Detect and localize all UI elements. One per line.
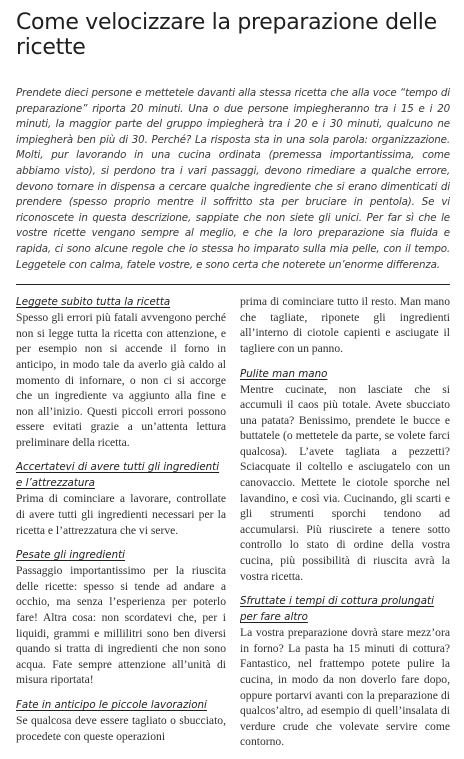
section-body: Mentre cucinate, non lasciate che si accumuli il caos più totale. Avete sbucciato una patata? Benissimo, prendete le bucce e buttatele (o mettetele da parte, se volete farci qualcosa). L’avete tagliata a pezzetti? Sciacquate il coltello e asciugatelo con un canovaccio. Mettete le ciotole sporche nel lavandino, e così via. Cucinando, gli scarti e gli strumenti sporchi tendono ad accumularsi. Più riuscirete a tenere sotto controllo lo stato di ordine della vostra cucina, più possibilità di riuscita avrà la vostra ricetta. <box>240 382 450 583</box>
section-prep-ahead <box>16 697 226 744</box>
section-body: prima di cominciare tutto il resto. Man mano che tagliate, riponete gli ingredienti all’interno di ciotole capienti e asciugate il tagliere con un panno. <box>240 295 450 355</box>
section-body: La vostra preparazione dovrà stare mezz’ora in forno? La pasta ha 15 minuti di cottura? Fantastico, nel frattempo potete pulire la cucina, in modo da non doverlo fare dopo, oppure portarvi avanti con la preparazione di qualcos’altro, ad esempio di quell’insalata di verdure crude che volevate servire come contorno. <box>240 626 450 749</box>
section-use-cooking-time <box>240 593 450 750</box>
section-title: Accertatevi di avere tutti gli ingredienti e l’attrezzatura <box>16 461 220 490</box>
page-title: Come velocizzare la preparazione delle ricette <box>16 10 437 60</box>
section-title: Pulite man mano <box>240 367 328 380</box>
right-column <box>240 294 450 759</box>
section-title: Pesate gli ingredienti <box>16 549 126 562</box>
section-check-ingredients <box>16 459 226 538</box>
section-body: Se qualcosa deve essere tagliato o sbucciato, procedete con queste operazioni <box>16 714 226 743</box>
intro-paragraph: Prendete dieci persone e mettetele davanti alla stessa ricetta che alla voce “tempo di preparazione” riporta 20 minuti. Una o due persone impiegheranno tra i 15 e i 20 minuti, la maggior parte del gruppo impiegherà tra i 20 e i 30 minuti, qualcuno ne impiegherà ben più di 30. Perché? La risposta sta in una sola parola: organizzazione. Molti, pur lavorando in una cucina ordinata (premessa importantissima, come abbiamo visto), si perdono tra i vari passaggi, devono rimediare a qualche errore, devono tornare in dispensa a cercare qualche ingrediente che si erano dimenticati di prendere (spesso proprio mentre il soffritto sta per bruciare in pentola). Se vi riconoscete in questa descrizione, sappiate che non siete gli unici. Per far sì che le vostre ricette vengano sempre al meglio, e che la loro preparazione sia fluida e rapida, ci sono alcune regole che io stessa ho imparato sulla mia pelle, con il tempo. Leggetele con calma, fatele vostre, e sono certa che noterete un’enorme differenza. <box>16 87 450 271</box>
section-title: Sfruttate i tempi di cottura prolungati per fare altro <box>240 595 434 624</box>
section-body: Spesso gli errori più fatali avvengono perché non si legge tutta la ricetta con attenzione, e per esempio non si accende il forno in anticipo, in modo tale da averlo già caldo al momento di infornare, o non ci si accorge che un ingrediente va aggiunto alla fine e non all’inizio. Questi piccoli errori possono essere evitati grazie a un’attenta lettura preliminare della ricetta. <box>16 311 226 449</box>
divider <box>16 284 450 285</box>
section-title: Fate in anticipo le piccole lavorazioni <box>16 699 207 711</box>
two-column-body <box>16 294 450 759</box>
left-column <box>16 294 226 759</box>
section-weigh-ingredients <box>16 547 226 688</box>
section-body: Prima di cominciare a lavorare, controllate di avere tutti gli ingredienti necessari per la ricetta e l’attrezzatura che vi serve. <box>16 492 226 537</box>
section-read-recipe <box>16 294 226 450</box>
section-clean-as-you-go <box>240 366 450 585</box>
section-prep-ahead-continued <box>240 294 450 356</box>
section-title: Leggete subito tutta la ricetta <box>16 296 171 309</box>
section-body: Passaggio importantissimo per la riuscita delle ricette: spesso si tende ad andare a occhio, ma senza l’esperienza per poterlo fare! Altra cosa: non scordatevi che, per i liquidi, grammi e millilitri sono ben diversi quando si tratta di ingredienti che non sono acqua. Fate sempre attenzione all’unità di misura riportata! <box>16 564 226 687</box>
